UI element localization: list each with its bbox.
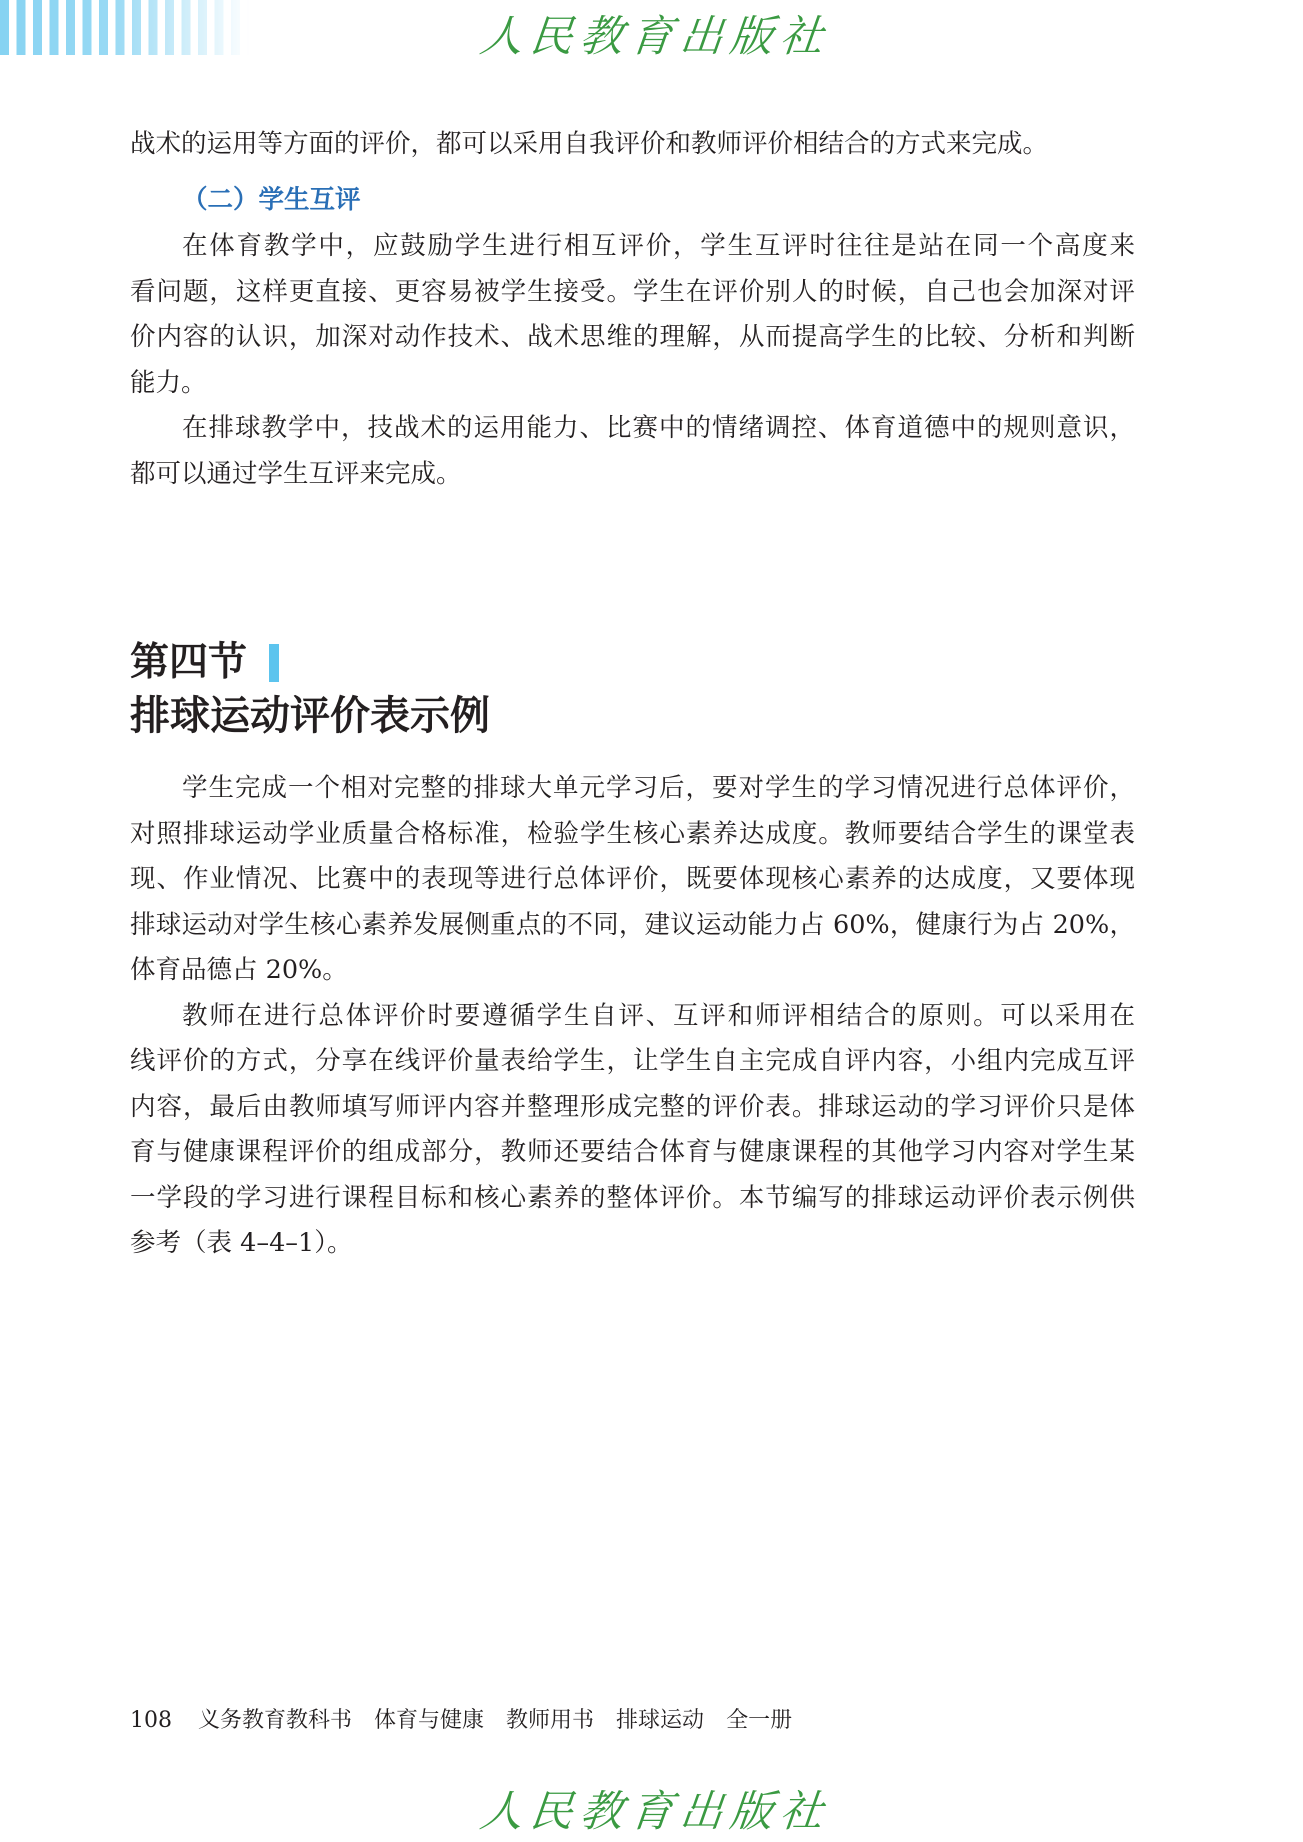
footer-series-item: 教师用书 bbox=[506, 1708, 595, 1733]
section-heading bbox=[130, 636, 1135, 742]
paragraph-line: 战术的运用等方面的评价，都可以采用自我评价和教师评价相结合的方式来完成。 bbox=[130, 129, 1049, 159]
paragraph-line: 在排球教学中，技战术的运用能力、比赛中的情绪调控、体育道德中的规则意识， bbox=[182, 413, 1135, 443]
section-title: 排球运动评价表示例 bbox=[130, 692, 490, 739]
paragraph-line: 育与健康课程评价的组成部分，教师还要结合体育与健康课程的其他学习内容对学生某 bbox=[130, 1137, 1135, 1167]
publisher-logo: 人民教育出版社 bbox=[477, 12, 833, 62]
paragraph bbox=[130, 406, 1135, 497]
footer-series-item: 体育与健康 bbox=[374, 1708, 485, 1733]
section-number: 第四节 bbox=[130, 639, 248, 685]
paragraph bbox=[130, 224, 1135, 406]
footer-series-item: 义务教育教科书 bbox=[198, 1708, 353, 1733]
paragraph-line: 内容，最后由教师填写师评内容并整理形成完整的评价表。排球运动的学习评价只是体 bbox=[130, 1091, 1135, 1122]
paragraph-line: 线评价的方式，分享在线评价量表给学生，让学生自主完成自评内容，小组内完成互评 bbox=[130, 1046, 1135, 1076]
paragraph-line: 现、作业情况、比赛中的表现等进行总体评价，既要体现核心素养的达成度，又要体现 bbox=[130, 864, 1135, 894]
footer-series-item: 全一册 bbox=[726, 1708, 793, 1733]
paragraph bbox=[130, 994, 1135, 1267]
subsection-heading bbox=[130, 178, 1135, 224]
section-body bbox=[130, 766, 1135, 1267]
page-number: 108 bbox=[130, 1708, 172, 1733]
paragraph-line: 能力。 bbox=[130, 367, 207, 398]
paragraph-line: 一学段的学习进行课程目标和核心素养的整体评价。本节编写的排球运动评价表示例供 bbox=[130, 1182, 1135, 1213]
paragraph-line: 体育品德占 20%。 bbox=[130, 955, 348, 985]
page-footer bbox=[130, 1707, 792, 1735]
decorative-stripes bbox=[0, 0, 250, 55]
footer-series-item: 排球运动 bbox=[616, 1708, 705, 1733]
publisher-logo: 人民教育出版社 bbox=[477, 1787, 833, 1837]
subsection-title: （二）学生互评 bbox=[182, 185, 361, 215]
paragraph-line: 排球运动对学生核心素养发展侧重点的不同，建议运动能力占 60%，健康行为占 20%， bbox=[130, 909, 1135, 940]
subsection-body bbox=[130, 224, 1135, 497]
paragraph-line: 在体育教学中，应鼓励学生进行相互评价，学生互评时往往是站在同一个高度来 bbox=[182, 231, 1135, 261]
paragraph-line: 对照排球运动学业质量合格标准，检验学生核心素养达成度。教师要结合学生的课堂表 bbox=[130, 818, 1135, 849]
paragraph-line: 都可以通过学生互评来完成。 bbox=[130, 458, 462, 489]
paragraph-line: 教师在进行总体评价时要遵循学生自评、互评和师评相结合的原则。可以采用在 bbox=[182, 1000, 1135, 1031]
paragraph-line: 学生完成一个相对完整的排球大单元学习后，要对学生的学习情况进行总体评价， bbox=[182, 773, 1135, 803]
paragraph bbox=[130, 122, 1135, 168]
paragraph-line: 参考（表 4–4–1）。 bbox=[130, 1228, 353, 1258]
paragraph-line: 价内容的认识，加深对动作技术、战术思维的理解，从而提高学生的比较、分析和判断 bbox=[130, 322, 1135, 352]
paragraph bbox=[130, 766, 1135, 994]
section-accent-bar bbox=[269, 644, 279, 682]
section-number-row bbox=[130, 636, 1135, 689]
paragraph-line: 看问题，这样更直接、更容易被学生接受。学生在评价别人的时候，自己也会加深对评 bbox=[130, 276, 1135, 307]
